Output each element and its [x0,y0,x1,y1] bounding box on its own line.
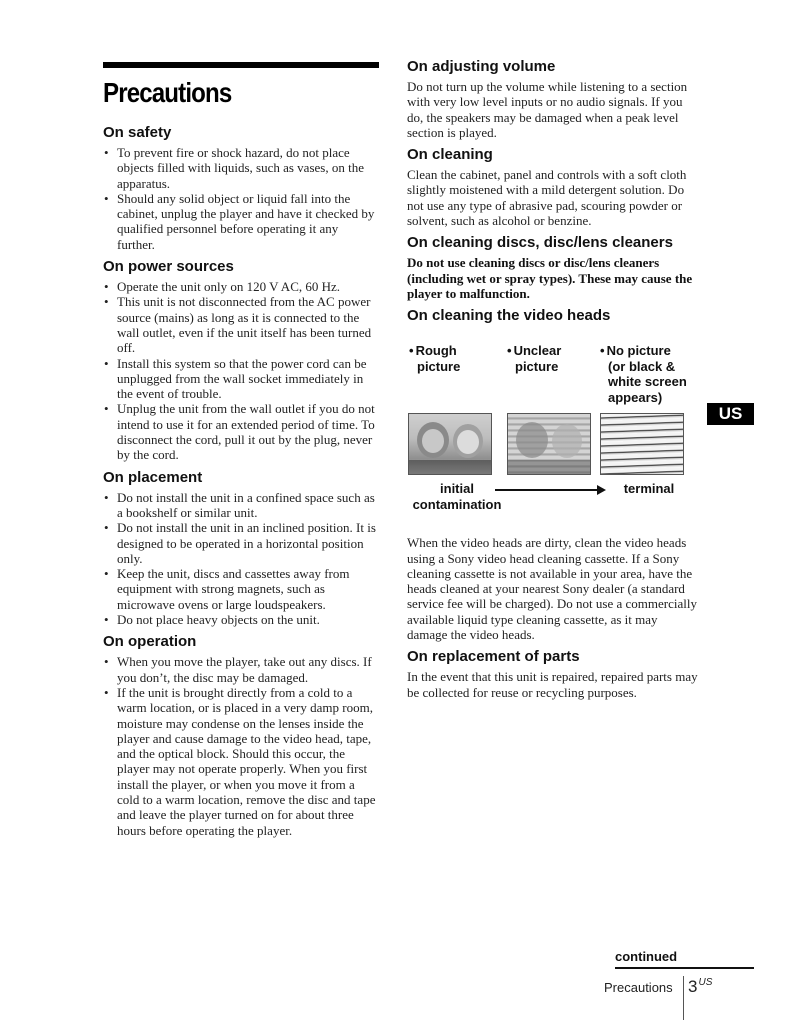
list-item: • Should any solid object or liquid fall into the cabinet, unplug the player and have it checked by qualified personnel before operating it any further. [104,190,375,252]
section-heading: On safety [103,124,172,141]
list-item: • To prevent fire or shock hazard, do not place objects filled with liquids, such as vases, on the apparatus. [104,145,364,191]
bullet-list [103,490,379,628]
unclear-picture-image [507,413,591,475]
terminal-label: terminal [623,481,675,497]
section-power-sources [103,258,379,463]
section-text: When the video heads are dirty, clean the video heads using a Sony video head cleaning cassette. If a Sony cleaning cassette is not available in your area, have the heads cleaned at your nearest Sony dealer (a standard service fee will be charged). Do not use a commercially available liquid type cleaning cassette, as it may damage the video heads. [407,535,697,643]
video-head-contamination-figure [407,343,699,521]
list-item: • Do not place heavy objects on the unit. [104,612,320,628]
bullet-icon: • [104,566,109,582]
symptom-rough-picture: • Rough picture [409,343,461,374]
bullet-icon: • [104,401,109,417]
symptom-labels [407,343,699,405]
page-number: $3^{US}$ [688,977,713,996]
section-heading: On replacement of parts [407,648,580,666]
bullet-icon: • [104,520,109,536]
list-item: • Install this system so that the power cord can be unplugged from the wall socket immediately in the event of trouble. [104,355,367,402]
footer-divider [683,976,684,1020]
right-column [407,58,699,700]
title-rule [103,62,379,68]
bullet-icon: • [104,279,109,295]
section-cleaning [407,146,699,228]
contamination-scale [407,481,699,521]
section-operation [103,633,379,838]
bullet-icon: • [104,684,109,700]
initial-contamination-label: initial contamination [412,481,502,513]
bullet-list [103,654,379,838]
symptom-no-picture: • No picture (or black & white screen appears) [600,343,687,405]
left-column [103,62,379,838]
list-item: • When you move the player, take out any discs. If you don’t, the disc may be damaged. [104,654,372,685]
section-replacement-of-parts [407,648,699,700]
bullet-icon: • [104,190,109,206]
bullet-list [103,279,379,463]
section-safety [103,124,379,252]
progression-arrow [495,489,599,491]
symptom-unclear-picture: • Unclear picture [507,343,562,374]
continued-label: continued [615,949,678,964]
rough-picture-image [408,413,492,475]
section-text: Clean the cabinet, panel and controls with a soft cloth slightly moistened with a mild detergent solution. Do not use any type of abrasive pad, scouring powder or solvent, such as alcohol or benzine. [407,167,687,229]
bullet-icon: • [104,294,109,310]
footer-section-name: Precautions [604,980,673,995]
list-item: • If the unit is brought directly from a cold to a warm location, or is placed in a very damp room, moisture may condense on the lenses inside the player and cause damage to the video head, tape, and the optical block. Should this occur, the player may not operate properly. When you first install the player, or when you move it from a cold to a warm location, remove the disc and tape and leave the player turned on for about three hours before operating the player. [104,684,376,838]
arrow-right-icon [597,485,606,495]
section-video-heads [407,307,699,642]
list-item: • Keep the unit, discs and cassettes away from equipment with strong magnets, such as microwave ovens or large loudspeakers. [104,566,350,612]
no-picture-image [600,413,684,475]
footer-rule [615,967,754,969]
warning-text: Do not use cleaning discs or disc/lens cleaners (including wet or spray types). These may cause the player to malfunction. [407,255,693,301]
section-text: Do not turn up the volume while listening to a section with very low level inputs or no audio signals. If you do, the speakers may be damaged when a peak level section is played. [407,79,688,140]
bullet-icon: • [104,145,109,160]
list-item: • This unit is not disconnected from the AC power source (mains) as long as it is connected to the wall outlet, even if the unit itself has been turned off. [104,294,372,356]
section-placement [103,469,379,628]
section-adjusting-volume [407,58,699,140]
bullet-icon: • [104,355,109,371]
section-heading: On power sources [103,258,234,276]
section-heading: On adjusting volume [407,58,556,75]
bullet-icon: • [409,343,414,359]
section-text: In the event that this unit is repaired, repaired parts may be collected for reuse or recycling purposes. [407,669,698,700]
section-heading: On placement [103,468,203,486]
page-suffix: US [698,977,713,988]
region-tab: US [707,403,754,425]
list-item: • Do not install the unit in a confined space such as a bookshelf or similar unit. [104,489,375,520]
section-heading: On operation [103,633,197,651]
list-item: • Unplug the unit from the wall outlet if you do not intend to use it for an extended period of time. To disconnect the cord, pull it out by the plug, never by the cord. [104,401,375,463]
bullet-icon: • [104,654,109,670]
page-title: Precautions [103,77,232,108]
section-heading: On cleaning [407,146,493,164]
bullet-icon: • [104,489,109,505]
symptom-images [407,413,699,479]
bullet-list [103,145,379,252]
bullet-icon: • [507,343,512,359]
section-heading: On cleaning the video heads [407,307,611,325]
section-heading: On cleaning discs, disc/lens cleaners [407,234,673,252]
list-item: • Operate the unit only on 120 V AC, 60 Hz. [104,279,341,295]
section-cleaning-discs [407,234,699,301]
list-item: • Do not install the unit in an inclined position. It is designed to be operated in a horizontal position only. [104,520,376,566]
bullet-icon: • [104,612,109,628]
bullet-icon: • [600,343,605,359]
